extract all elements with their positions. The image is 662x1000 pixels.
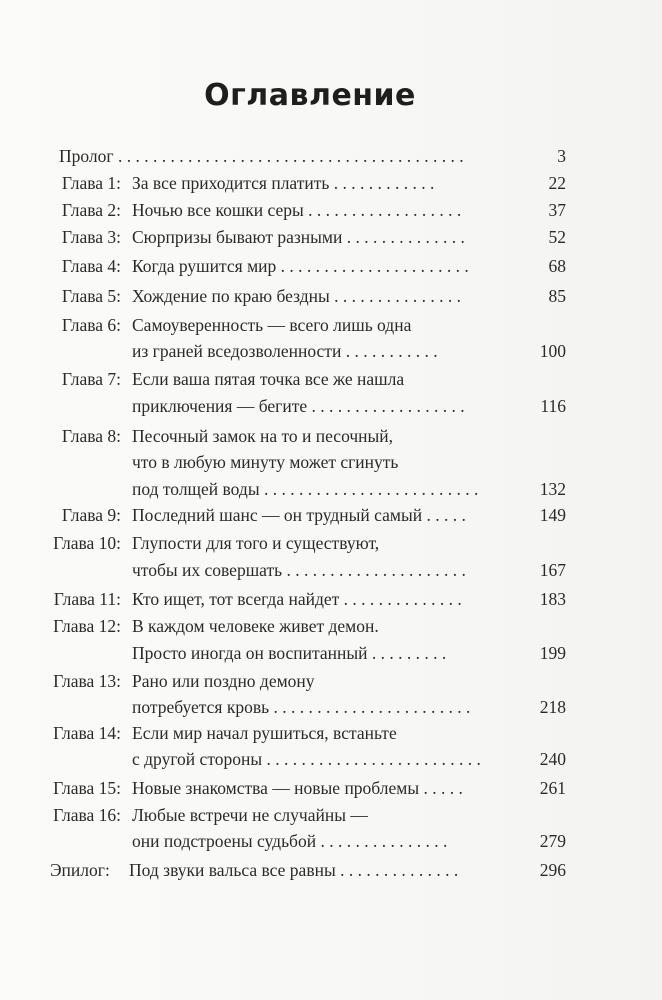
toc-page-number: 116 [540, 396, 566, 416]
toc-chapter-title: они подстроены судьбой . . . . . . . . . . . . . . . [132, 831, 448, 851]
toc-chapter-title: Новые знакомства — новые проблемы . . . . . [132, 778, 463, 798]
toc-line [0, 640, 662, 666]
toc-chapter-title: Когда рушится мир . . . . . . . . . . . . . . . . . . . . . . [132, 256, 469, 276]
toc-page-number: 167 [539, 560, 566, 580]
toc-line [0, 557, 662, 583]
toc-chapter-title: Ночью все кошки серы . . . . . . . . . . . . . . . . . . [132, 200, 462, 220]
toc-chapter-title: Кто ищет, тот всегда найдет . . . . . . . . . . . . . . [132, 589, 462, 609]
toc-page-number: 85 [548, 286, 566, 306]
toc-line [0, 775, 662, 801]
toc-page-number: 261 [539, 778, 566, 798]
toc-line [0, 530, 662, 556]
toc-line [0, 170, 662, 196]
toc-page-number: 296 [539, 860, 566, 880]
toc-chapter-label: Глава 1: [61, 173, 121, 193]
toc-line [0, 802, 662, 828]
toc-chapter-label: Глава 11: [53, 589, 121, 609]
toc-chapter-label: Глава 7: [61, 369, 121, 389]
toc-line [0, 668, 662, 694]
toc-chapter-title: чтобы их совершать . . . . . . . . . . . . . . . . . . . . . [132, 560, 466, 580]
toc-chapter-title: Рано или поздно демону [132, 671, 315, 691]
toc-line [0, 366, 662, 392]
toc-chapter-label: Глава 15: [53, 778, 121, 798]
toc-chapter-title: приключения — бегите . . . . . . . . . . . . . . . . . . [132, 396, 465, 416]
toc-chapter-label: Глава 8: [61, 426, 121, 446]
toc-chapter-title: потребуется кровь . . . . . . . . . . . . . . . . . . . . . . . [132, 697, 471, 717]
toc-line [0, 694, 662, 720]
toc-line [0, 449, 662, 475]
toc-line [0, 828, 662, 854]
toc-line [0, 197, 662, 223]
toc-chapter-title: Песочный замок на то и песочный, [132, 426, 394, 446]
toc-line [0, 613, 662, 639]
toc-chapter-title: Последний шанс — он трудный самый . . . . . [132, 505, 466, 525]
toc-line [0, 143, 662, 169]
toc-line [0, 586, 662, 612]
toc-page-number: 218 [539, 697, 566, 717]
toc-chapter-title: Любые встречи не случайны — [132, 805, 368, 825]
toc-chapter-title: с другой стороны . . . . . . . . . . . . . . . . . . . . . . . . . [132, 749, 481, 769]
toc-line [0, 423, 662, 449]
toc-chapter-label: Глава 10: [53, 533, 121, 553]
toc-chapter-label: Глава 14: [53, 723, 121, 743]
toc-line [0, 746, 662, 772]
toc-chapter-label: Глава 9: [61, 505, 121, 525]
toc-chapter-title: Хождение по краю бездны . . . . . . . . . . . . . . . [132, 286, 461, 306]
toc-page-number: 199 [539, 643, 566, 663]
toc-page-number: 149 [539, 505, 566, 525]
toc-chapter-label: Глава 4: [61, 256, 121, 276]
toc-line [0, 476, 662, 502]
toc-chapter-label: Глава 5: [61, 286, 121, 306]
toc-chapter-label: Глава 16: [53, 805, 121, 825]
toc-chapter-title: из граней вседозволенности . . . . . . . . . . . [132, 341, 438, 361]
toc-chapter-label: Глава 3: [61, 227, 121, 247]
toc-chapter-label: Глава 6: [61, 315, 121, 335]
toc-chapter-title: что в любую минуту может сгинуть [132, 452, 399, 472]
toc-chapter-label: Глава 12: [53, 616, 121, 636]
toc-page-number: 183 [539, 589, 566, 609]
toc-page-number: 22 [548, 173, 566, 193]
toc-chapter-label: Эпилог: [50, 860, 110, 880]
toc-chapter-title: В каждом человеке живет демон. [132, 616, 379, 636]
toc-line [0, 393, 662, 419]
toc-line [0, 338, 662, 364]
toc-page-number: 37 [548, 200, 566, 220]
page-title: Оглавление [204, 78, 416, 113]
toc-page-number: 279 [539, 831, 566, 851]
toc-page-number: 52 [548, 227, 566, 247]
toc-page-number: 132 [539, 479, 566, 499]
toc-chapter-title: Глупости для того и существуют, [132, 533, 380, 553]
toc-chapter-label: Глава 2: [61, 200, 121, 220]
toc-chapter-title: Пролог . . . . . . . . . . . . . . . . . . . . . . . . . . . . . . . . . . . . . . . . [59, 146, 464, 166]
toc-chapter-title: Если мир начал рушиться, встаньте [132, 723, 397, 743]
toc-page-number: 68 [548, 256, 566, 276]
toc-page-number: 240 [539, 749, 566, 769]
toc-page-number: 100 [539, 341, 566, 361]
toc-line [0, 857, 662, 883]
toc-chapter-title: Под звуки вальса все равны . . . . . . . . . . . . . . [129, 860, 459, 880]
toc-chapter-title: под толщей воды . . . . . . . . . . . . . . . . . . . . . . . . . [132, 479, 479, 499]
toc-chapter-label: Глава 13: [53, 671, 121, 691]
toc-chapter-title: Сюрпризы бывают разными . . . . . . . . . . . . . . [132, 227, 465, 247]
toc-chapter-title: Самоуверенность — всего лишь одна [132, 315, 412, 335]
toc-line [0, 720, 662, 746]
toc-line [0, 253, 662, 279]
toc-line [0, 502, 662, 528]
toc-line [0, 283, 662, 309]
toc-chapter-title: За все приходится платить . . . . . . . . . . . . [132, 173, 435, 193]
toc-line [0, 312, 662, 338]
toc-chapter-title: Если ваша пятая точка все же нашла [132, 369, 405, 389]
toc-page-number: 3 [557, 146, 566, 166]
toc-line [0, 224, 662, 250]
toc-chapter-title: Просто иногда он воспитанный . . . . . . . . . [132, 643, 447, 663]
